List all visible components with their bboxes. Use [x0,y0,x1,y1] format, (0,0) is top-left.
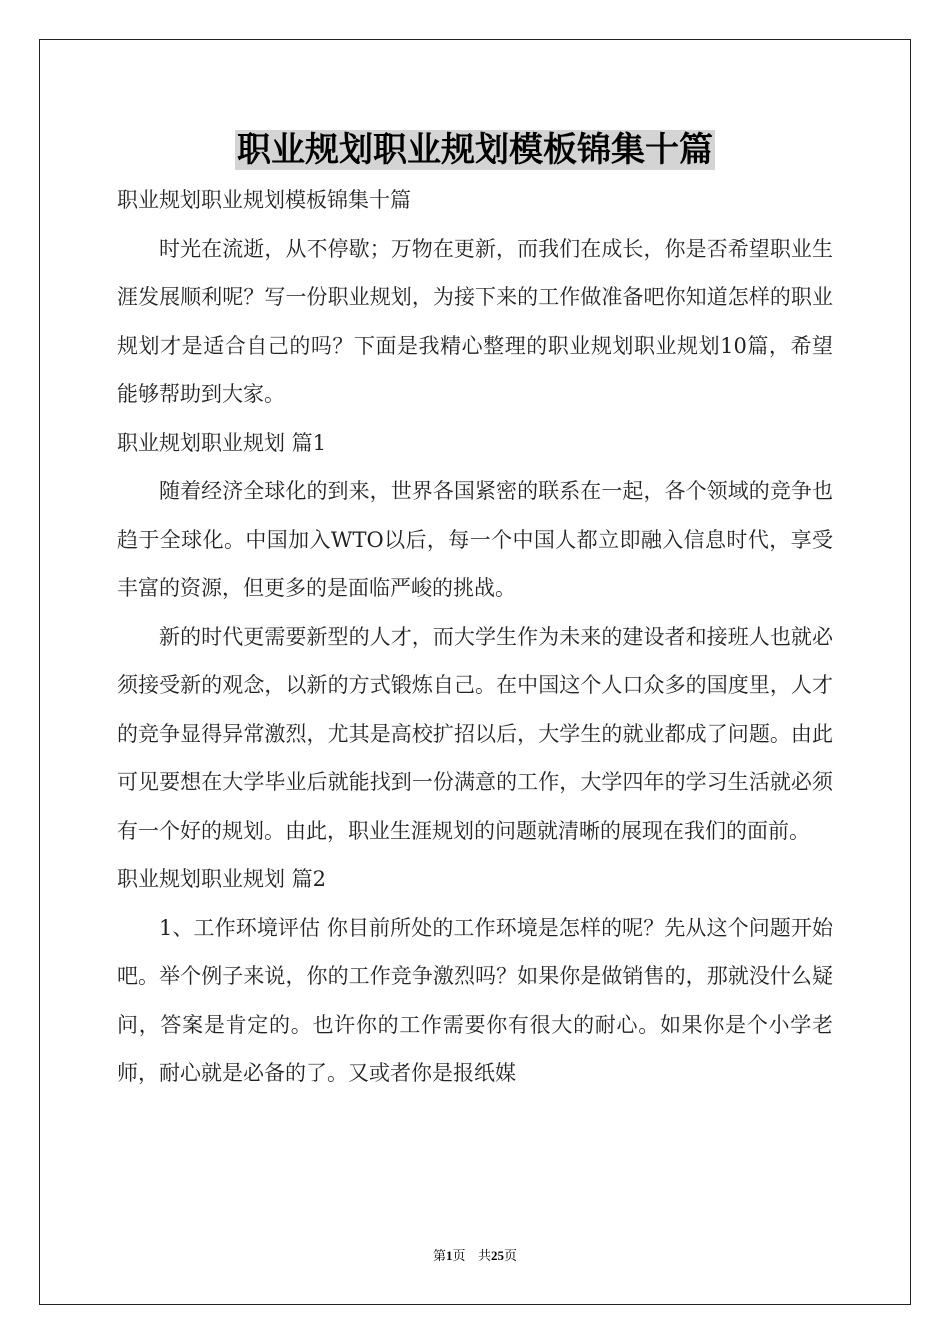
paragraph-subtitle: 职业规划职业规划模板锦集十篇 [117,188,411,212]
paragraph: 随着经济全球化的到来，世界各国紧密的联系在一起，各个领域的竞争也趋于全球化。中国加入WTO以后，每一个中国人都立即融入信息时代，享受丰富的资源，但更多的是面临严峻的挑战。 [117,479,833,600]
current-page-number: 1 [446,1248,453,1263]
footer-total-prefix: 共 [477,1249,491,1264]
footer-total-suffix: 页 [503,1249,517,1264]
footer-page-suffix: 页 [452,1249,466,1264]
document-body [117,176,833,1098]
footer-prefix: 第 [433,1249,447,1264]
title-text: 职业规划职业规划模板锦集十篇 [237,130,713,170]
section-heading-1: 职业规划职业规划 篇1 [117,430,327,455]
document-title [0,124,950,176]
paragraph: 新的时代更需要新型的人才，而大学生作为未来的建设者和接班人也就必须接受新的观念，以新的方式锻炼自己。在中国这个人口众多的国度里，人才的竞争显得异常激烈，尤其是高校扩招以后，大学生的就业都成了问题。由此可见要想在大学毕业后就能找到一份满意的工作，大学四年的学习生活就必须有一个好的规划。由此，职业生涯规划的问题就清晰的展现在我们的面前。 [117,624,833,843]
section-heading-2: 职业规划职业规划 篇2 [117,867,327,891]
paragraph-intro: 时光在流逝，从不停歇；万物在更新，而我们在成长，你是否希望职业生涯发展顺利呢？写一份职业规划，为接下来的工作做准备吧你知道怎样的职业规划才是适合自己的吗？下面是我精心整理的职业规划职业规划10篇，希望能够帮助到大家。 [117,236,833,406]
page-footer [0,1245,950,1264]
paragraph: 1、工作环境评估 你目前所处的工作环境是怎样的呢？先从这个问题开始吧。举个例子来说，你的工作竞争激烈吗？如果你是做销售的，那就没什么疑问，答案是肯定的。也许你的工作需要你有很大的耐心。如果你是个小学老师，耐心就是必备的了。又或者你是报纸媒 [117,915,833,1085]
total-page-count: 25 [490,1248,504,1263]
